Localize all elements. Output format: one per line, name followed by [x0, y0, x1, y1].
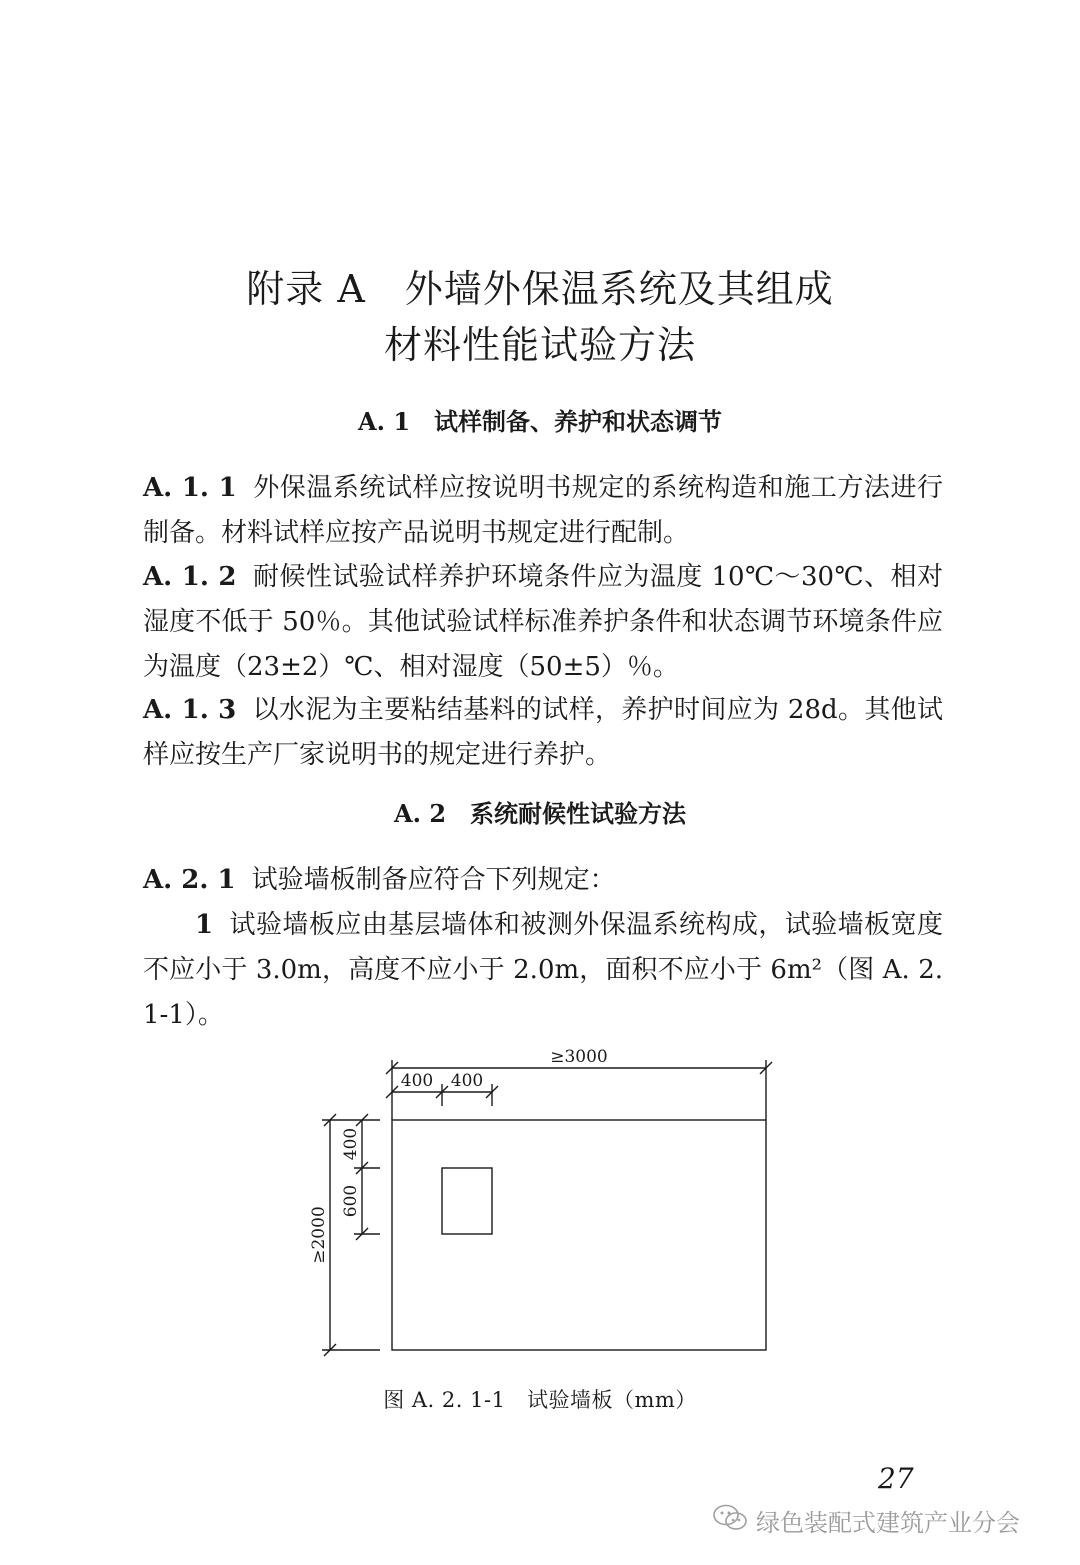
page-title-line1: 附录 A 外墙外保温系统及其组成: [246, 267, 834, 311]
dim-label-offset2: 400: [450, 1071, 484, 1091]
clause-number: A. 2. 1: [143, 865, 236, 895]
watermark-text: 绿色装配式建筑产业分会: [756, 1508, 1020, 1537]
dim-label-offset1: 400: [400, 1071, 434, 1091]
clause-a-1-3: [143, 688, 943, 778]
clause-number: A. 1. 3: [143, 695, 237, 725]
clause-text: 外保温系统试样应按说明书规定的系统构造和施工方法进行制备。材料试样应按产品说明书规定进行配制。: [143, 473, 943, 548]
dim-label-height: ≥2000: [309, 1206, 329, 1264]
clause-text: 耐候性试验试样养护环境条件应为温度 10℃～30℃、相对湿度不低于 50％。其他试验试样标准养护条件和状态调节环境条件应为温度（23±2）℃、相对湿度（50±5）％。: [143, 562, 943, 682]
page-number: 27: [878, 1462, 914, 1495]
dim-label-width: ≥3000: [550, 1047, 608, 1067]
wall-opening: [442, 1168, 492, 1234]
section-heading-a1: A. 1 试样制备、养护和状态调节: [357, 407, 723, 436]
dim-label-top: 400: [341, 1127, 361, 1161]
clause-number: A. 1. 2: [143, 562, 237, 592]
figure-caption: 图 A. 2. 1-1 试验墙板（mm）: [383, 1388, 697, 1412]
wall-panel-outline: [392, 1120, 766, 1350]
clause-text: 试验墙板制备应符合下列规定：: [251, 865, 616, 895]
dim-label-opening: 600: [341, 1184, 361, 1218]
clause-a-2-1: [143, 858, 943, 903]
clause-a-1-2: [143, 555, 943, 690]
clause-number: A. 1. 1: [143, 473, 237, 503]
clause-a-1-1: [143, 466, 943, 556]
clause-a-2-1-item-1: [143, 903, 943, 1038]
item-number: 1: [195, 910, 214, 940]
wechat-icon: [712, 1503, 748, 1537]
watermark: [712, 1500, 1020, 1540]
test-wall-panel-figure: [300, 1038, 790, 1368]
item-text: 试验墙板应由基层墙体和被测外保温系统构成，试验墙板宽度不应小于 3.0m，高度不应小于 2.0m，面积不应小于 6m²（图 A. 2. 1-1）。: [143, 910, 943, 1030]
page-title-line2: 材料性能试验方法: [383, 323, 696, 367]
clause-text: 以水泥为主要粘结基料的试样，养护时间应为 28d。其他试样应按生产厂家说明书的规定进行养护。: [143, 695, 944, 770]
section-heading-a2: A. 2 系统耐候性试验方法: [393, 799, 687, 828]
